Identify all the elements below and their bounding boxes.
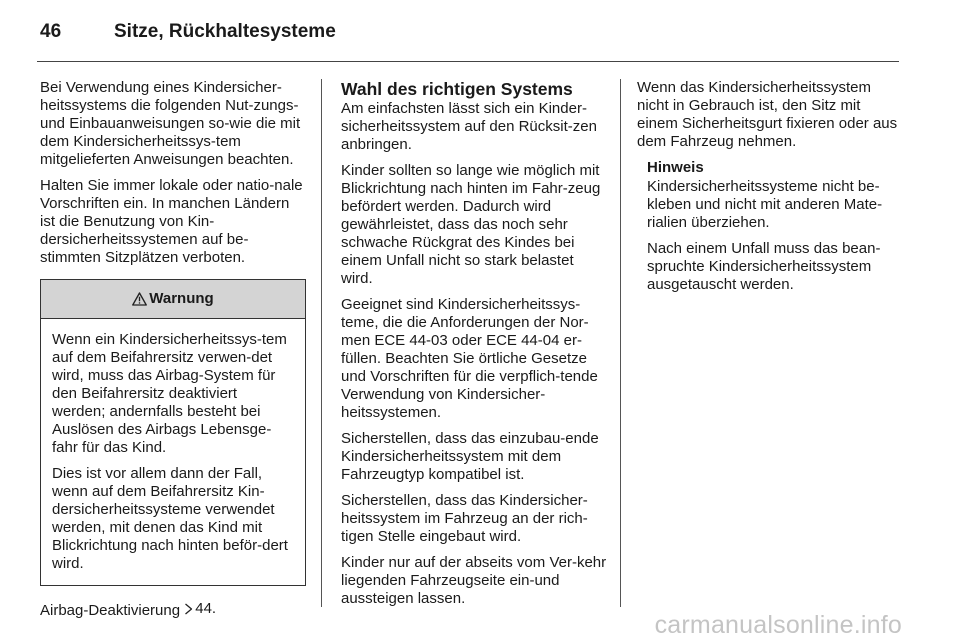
- intro-paragraph: Bei Verwendung eines Kindersicher-heitssystems die folgenden Nut-zungs- und Einbauanweisungen so-wie die mit dem Kindersicherheitssys-tem mitgelieferten Anweisungen beachten.: [40, 79, 301, 168]
- page-reference-arrow-icon: [184, 603, 193, 615]
- watermark: carmanualsonline.info: [654, 611, 902, 639]
- cross-reference[interactable]: [40, 600, 306, 620]
- warning-body: [41, 319, 305, 585]
- column-1: [40, 79, 306, 628]
- column-3: [637, 79, 899, 302]
- warning-paragraph-1: Wenn ein Kindersicherheitssys-tem auf dem Beifahrersitz verwen-det wird, muss das Airbag-System für den Beifahrersitz deaktiviert werden; andernfalls besteht bei Auslösen des Airbags Lebensge-fahr für das Kind.: [52, 331, 287, 456]
- note-paragraph-1: Kindersicherheitssysteme nicht be-kleben und nicht mit anderen Mate-rialien überziehen.: [647, 178, 883, 231]
- warning-triangle-icon: [132, 292, 147, 306]
- note-paragraph-2: Nach einem Unfall muss das bean-spruchte Kindersicherheitssystem ausgetauscht werden.: [647, 240, 881, 293]
- paragraph-compatibility: Sicherstellen, dass das einzubau-ende Kindersicherheitssystem mit dem Fahrzeugtyp kompatibel ist.: [341, 430, 599, 483]
- column-divider-1: [321, 79, 322, 607]
- page-number: 46: [40, 21, 62, 42]
- page-title: Sitze, Rückhaltesysteme: [114, 21, 336, 42]
- section-title: Wahl des richtigen Systems: [341, 79, 573, 99]
- paragraph-rear-facing: Kinder sollten so lange wie möglich mit Blickrichtung nach hinten im Fahr-zeug befördert werden. Dadurch wird gewährleistet, dass das noch sehr schwache Rückgrat des Kindes bei einem Unfall nicht so stark belastet wird.: [341, 162, 601, 287]
- page-header: [40, 12, 336, 52]
- column-2: [341, 79, 607, 616]
- note-title: Hinweis: [647, 159, 704, 176]
- warning-header: [41, 280, 305, 319]
- warning-title: Warnung: [149, 290, 214, 307]
- regulations-paragraph: Halten Sie immer lokale oder natio-nale Vorschriften ein. In manchen Ländern ist die Benutzung von Kin-dersicherheitssystemen auf be-stimmten Sitzplätzen verboten.: [40, 177, 303, 266]
- header-rule: [37, 61, 899, 62]
- xref-page: 44.: [195, 600, 217, 617]
- xref-text: Airbag-Deaktivierung: [40, 602, 181, 619]
- paragraph-rear-seats: Am einfachsten lässt sich ein Kinder-sicherheitssystem auf den Rücksit-zen anbringen.: [341, 100, 597, 153]
- xref-link[interactable]: [184, 600, 216, 618]
- warning-box: [40, 279, 306, 586]
- column-divider-2: [620, 79, 621, 607]
- note-block: [637, 159, 899, 294]
- paragraph-installation: Sicherstellen, dass das Kindersicher-heitssystem im Fahrzeug an der rich-tigen Stelle eingebaut wird.: [341, 492, 588, 545]
- paragraph-exit-side: Kinder nur auf der abseits vom Ver-kehr liegenden Fahrzeugseite ein-und aussteigen lassen.: [341, 554, 607, 607]
- paragraph-standards: Geeignet sind Kindersicherheitssys-teme, die die Anforderungen der Nor-men ECE 44-03 oder ECE 44-04 er-füllen. Beachten Sie örtliche Gesetze und Vorschriften für die verpflich-tende Verwendung von Kindersicher-heitssystemen.: [341, 296, 598, 421]
- warning-paragraph-2: Dies ist vor allem dann der Fall, wenn auf dem Beifahrersitz Kin-dersicherheitssysteme verwendet werden, mit denen das Kind mit Blickrichtung nach hinten beför-dert wird.: [52, 465, 288, 572]
- paragraph-not-in-use: Wenn das Kindersicherheitssystem nicht in Gebrauch ist, den Sitz mit einem Sicherheitsgurt fixieren oder aus dem Fahrzeug nehmen.: [637, 79, 898, 150]
